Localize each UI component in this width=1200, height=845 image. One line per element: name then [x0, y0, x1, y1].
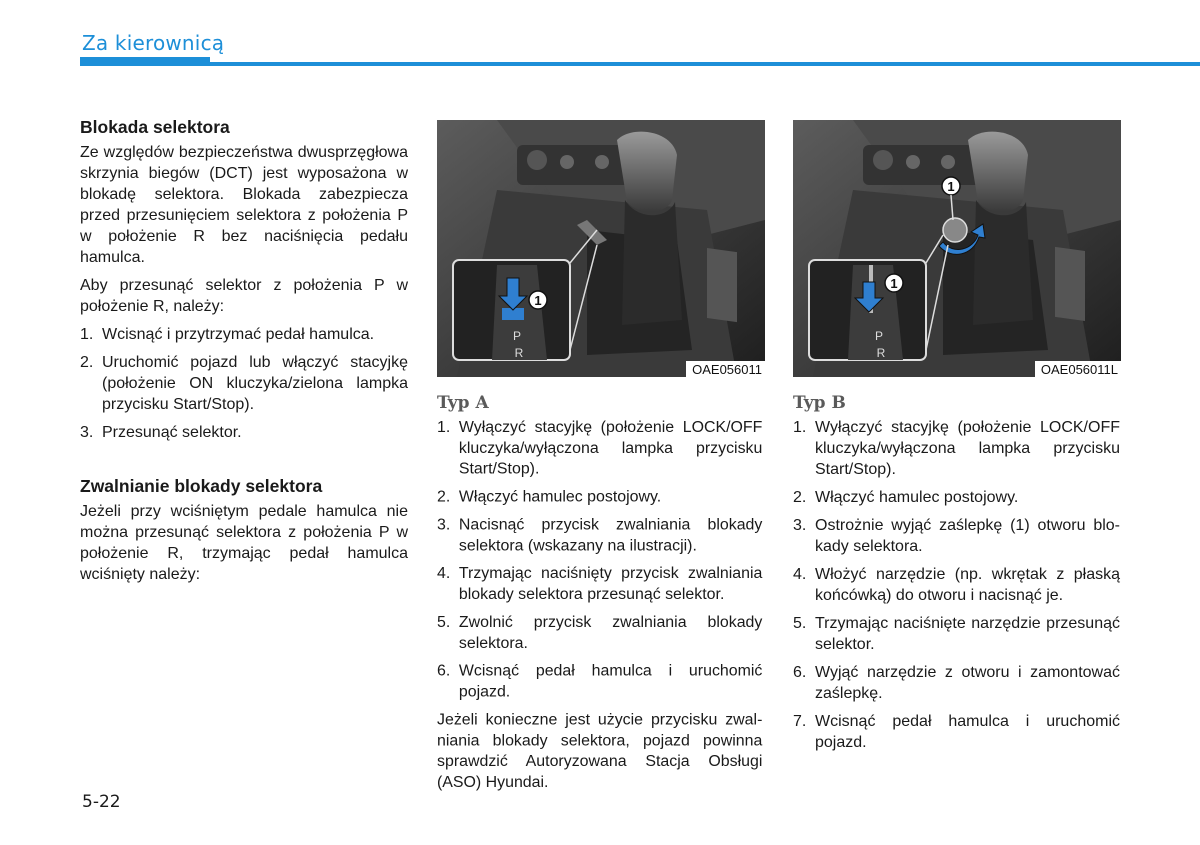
- list-item: 2. Uruchomić pojazd lub włączyć stacyjkę (położenie ON kluczyka/zielona lampka przycisku Start/Stop).: [80, 354, 408, 413]
- svg-text:1: 1: [947, 179, 955, 194]
- steps-list-type-b: [793, 417, 1120, 753]
- list-item: 5. Zwolnić przycisk zwalniania blokady selektora.: [437, 614, 763, 652]
- steps-list-left: [80, 324, 408, 443]
- gear-selector-illustration-b: [793, 120, 1121, 377]
- list-item: 4. Trzymając naciśnięty przycisk zwalniania blokady selektora przesunąć selektor.: [437, 565, 763, 604]
- page-number: 5-22: [82, 792, 121, 812]
- type-a-title: Typ A: [437, 393, 489, 413]
- list-item: 4. Włożyć narzędzie (np. wkrętak z płaską końcówką) do otworu i nacisnąć je.: [793, 566, 1120, 604]
- list-item: 3. Przesunąć selektor.: [80, 424, 242, 441]
- steps-list-type-a: [437, 417, 762, 703]
- list-item: 1. Wyłączyć stacyjkę (położenie LOCK/OFF kluczyka/wyłączona lampka przycisku Start/Stop).: [437, 418, 763, 478]
- list-item: 5. Trzymając naciśnięte narzędzie przesunąć selektor.: [793, 615, 1120, 653]
- gear-letter-r: R: [876, 346, 886, 360]
- paragraph-procedure-intro: Aby przesunąć selektor z położenia P w położenie R, należy:: [80, 277, 408, 315]
- section-title: Za kierownicą: [82, 31, 225, 55]
- list-item: 2. Włączyć hamulec postojowy.: [793, 489, 1019, 506]
- heading-shift-lock: Blokada selektora: [80, 117, 230, 137]
- figure-code: OAE056011L: [1035, 361, 1121, 377]
- paragraph-release-intro: Jeżeli przy wciśniętym pedale hamulca nie można przesunąć selektora z położenia P w położenie R, trzymając pedał hamulca wciśnięty należy:: [80, 503, 408, 583]
- svg-text:1: 1: [890, 276, 898, 291]
- heading-shift-lock-release: Zwalnianie blokady selektora: [80, 476, 323, 496]
- list-item: 7. Wcisnąć pedał hamulca i uruchomić pojazd.: [793, 713, 1120, 751]
- gear-letter-r: R: [514, 346, 524, 360]
- list-item: 6. Wyjąć narzędzie z otworu i zamontować zaślepkę.: [793, 664, 1120, 702]
- list-item: 2. Włączyć hamulec postojowy.: [437, 488, 662, 506]
- gear-letter-p: P: [874, 329, 884, 343]
- type-b-title: Typ B: [793, 393, 846, 413]
- figure-type-b: [793, 120, 1121, 377]
- list-item: 3. Ostrożnie wyjąć zaślepkę (1) otworu blokady selektora.: [793, 517, 1120, 555]
- type-b-column: [793, 417, 1120, 760]
- svg-text:1: 1: [534, 293, 542, 308]
- list-item: 1. Wyłączyć stacyjkę (położenie LOCK/OFF kluczyka/wyłączona lampka przycisku Start/Stop).: [793, 419, 1120, 478]
- list-item: 6. Wcisnąć pedał hamulca i uruchomić pojazd.: [437, 662, 763, 701]
- paragraph-note: Jeżeli konieczne jest użycie przycisku zwalniania blokady selektora, pojazd powinna sprawdzić Autoryzowana Stacja Obsługi (ASO) Hyundai.: [437, 711, 763, 792]
- gear-selector-illustration-a: [437, 120, 765, 377]
- gear-letter-p: P: [512, 329, 522, 343]
- paragraph-intro: Ze względów bezpieczeństwa dwusprzęgłowa skrzynia biegów (DCT) jest wyposażona w blokadę selektora. Blokada zabezpiecza przed przesunięciem selektora z położenia P w położenie R bez naciśnięcia pedału hamulca.: [80, 144, 408, 266]
- figure-type-a: [437, 120, 765, 377]
- left-column: [80, 117, 408, 592]
- figure-code: OAE056011: [686, 361, 765, 377]
- type-a-column: [437, 417, 762, 800]
- list-item: 3. Nacisnąć przycisk zwalniania blokady selektora (wskazany na ilustracji).: [437, 516, 763, 555]
- list-item: 1. Wcisnąć i przytrzymać pedał hamulca.: [80, 326, 375, 343]
- header-rule: [80, 62, 1200, 66]
